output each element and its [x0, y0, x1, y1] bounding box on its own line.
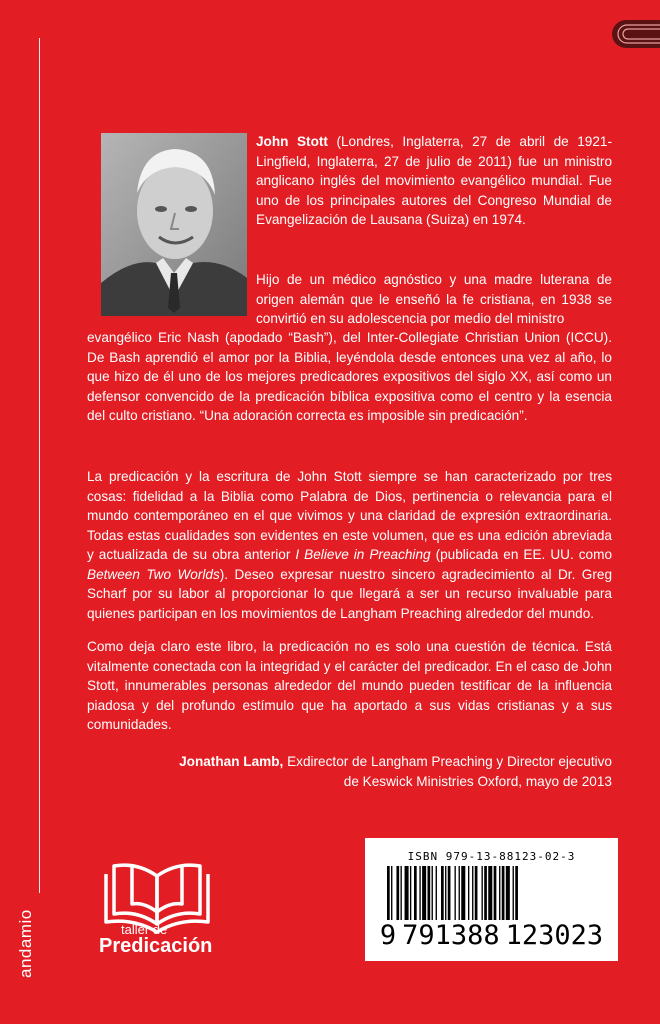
book-title-1: I Believe in Preaching — [295, 547, 431, 562]
isbn-barcode — [365, 838, 618, 961]
barcode-bar — [461, 866, 465, 920]
logo-text-small: taller de — [121, 922, 168, 937]
signature-name: Jonathan Lamb, — [179, 754, 284, 769]
barcode-bar — [475, 866, 478, 920]
barcode-bar — [506, 866, 510, 920]
bio-paragraph-2-top: Hijo de un médico agnóstico y una madre luterana de origen alemán que le enseñó la fe cristiana, en 1938 se convirtió en su adolescencia por medio del ministro — [256, 272, 612, 326]
barcode-bar — [401, 866, 402, 920]
endorsement-paragraph-1: La predicación y la escritura de John Stott siempre se han caracterizado por tres cosas: fidelidad a la Biblia como Palabra de Dios, pertinencia o relevancia para el mundo contemporáneo en el que vivimos y una claridad de expresión extraordinaria. Todas estas cualidades son evidentes en este volumen, que es una edición abreviada y actualizada de su obra anterior I Believe in Preaching (publicada en EE. UU. como Between Two Worlds). Deseo expresar nuestro sincero agradecimiento al Dr. Greg Scharf por su labor al proporcionar lo que llegará a ser un recurso invaluable para quienes participan en los movimientos de Langham Preaching alrededor del mundo. — [87, 469, 613, 621]
barcode-bar — [391, 866, 392, 920]
barcode-bar — [428, 866, 431, 920]
endorsement-signature: Jonathan Lamb, Exdirector de Langham Preaching y Director ejecutivo de Keswick Ministries Oxford, mayo de 2013 — [179, 754, 612, 789]
endorsement-paragraph-2: Como deja claro este libro, la predicación no es solo una cuestión de técnica. Está vitalmente conectada con la integridad y el carácter del predicador. En el caso de John Stott, innumerables personas alrededor del mundo pueden testificar de la influencia piadosa y del profundo estímulo que ha aportado a sus vidas cristianas y a sus comunidades. — [87, 639, 612, 732]
barcode-bar — [459, 866, 460, 920]
barcode-digits: 9 791388 123023 — [379, 920, 604, 951]
barcode-bar — [484, 866, 487, 920]
isbn-label: ISBN 979-13-88123-02-3 — [407, 850, 576, 863]
barcode-bar — [502, 866, 505, 920]
barcode-bar — [387, 866, 390, 920]
author-photo — [101, 133, 247, 316]
barcode-bar — [482, 866, 483, 920]
barcode-bar — [432, 866, 433, 920]
book-title-2: Between Two Worlds — [87, 566, 220, 582]
barcode-bar — [419, 866, 420, 920]
spine-divider — [39, 38, 40, 893]
bio-paragraph-1: John Stott (Londres, Inglaterra, 27 de abril de 1921-Lingfield, Inglaterra, 27 de julio de 2011) fue un ministro anglicano inglés del movimiento evangélico mundial. Fue uno de los principales autores del Congreso Mundial de Evangelización de Lausana (Suiza) en 1974. — [256, 134, 612, 227]
barcode-bar — [396, 866, 399, 920]
barcode-bar — [441, 866, 444, 920]
barcode-bar — [448, 866, 451, 920]
barcode-bar — [414, 866, 417, 920]
spine-publisher: andamio — [16, 909, 35, 978]
barcode-bar — [445, 866, 446, 920]
barcode-bar — [468, 866, 469, 920]
barcode-bar — [455, 866, 456, 920]
barcode-bar — [472, 866, 473, 920]
logo-text-large: Predicación — [99, 935, 213, 957]
barcode-bar — [499, 866, 500, 920]
barcode-bar — [515, 866, 518, 920]
barcode-bar — [488, 866, 492, 920]
barcode-bar — [513, 866, 514, 920]
author-name: John Stott — [256, 134, 328, 149]
barcode-bar — [494, 866, 497, 920]
barcode-bar — [422, 866, 426, 920]
barcode-bar — [410, 866, 411, 920]
bio-paragraph-2-bottom: evangélico Eric Nash (apodado “Bash”), del Inter-Collegiate Christian Union (ICCU). De Bash aprendió el amor por la Biblia, leyéndola desde entonces una vez al año, lo que hizo de él uno de los mejores predicadores expositivos del siglo XX, así como un defensor convencido de la predicación bíblica expositiva como el centro y la esencia del culto cristiano. “Una adoración correcta es imposible sin predicación”. — [87, 330, 612, 423]
barcode-bar — [405, 866, 409, 920]
barcode-bar — [436, 866, 437, 920]
corner-emblem-icon — [610, 14, 660, 54]
